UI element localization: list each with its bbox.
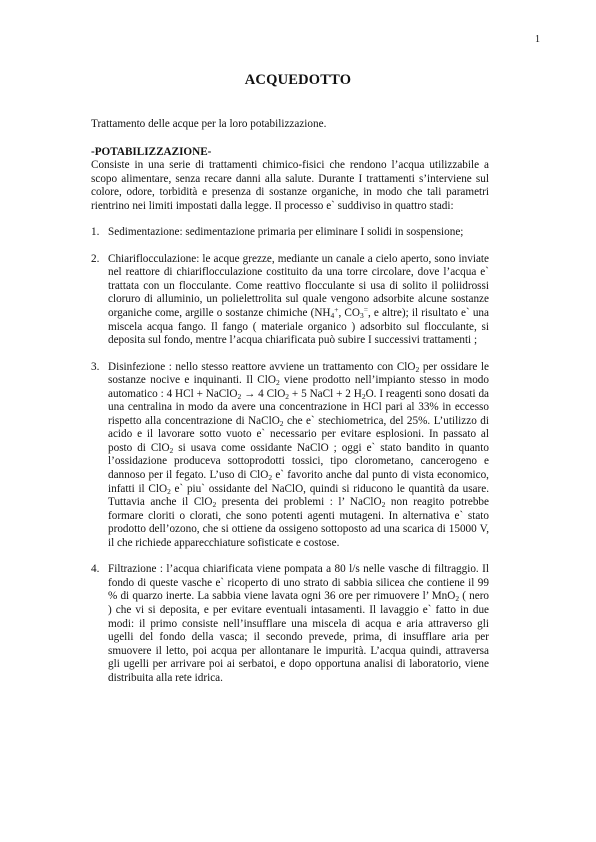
list-item-text: Sedimentazione: sedimentazione primaria per eliminare I solidi in sospensione; <box>108 226 464 239</box>
list-item-text: Chiariflocculazione: le acque grezze, mediante un canale a cielo aperto, sono inviate nel reattore di chiariflocculazione costituito da una torre circolare, dove l’acqua e` trattata con un flocculante. Come reattivo flocculante si usa di solito il poliidrossi cloruro di alluminio, un polielettrolita sul quale vengono adsorbite alcune sostanze organiche come, argille o sostanze chimiche ($NH_4^+$, $CO_3^=$, e altre); il risultato e` una miscela acqua fango. Il fango ( materiale organico ) adsorbito sul flocculante, si deposita sul fondo, mentre l’acqua chiarificata può subire I successivi trattamenti ; <box>108 252 489 347</box>
section-heading: -POTABILIZZAZIONE- <box>91 145 212 158</box>
list-number: 4. <box>91 563 100 576</box>
stages-list <box>91 226 489 685</box>
document-title: ACQUEDOTTO <box>244 72 352 88</box>
list-item-text: Disinfezione : nello stesso reattore avviene un trattamento con ClO$_2$ per ossidare le sostanze nocive e inquinanti. Il ClO$_2$ viene prodotto nell’impianto stesso in modo automatico : 4 HCl + NaClO$_2$ → 4 ClO$_2$ + 5 NaCl + 2 $H_2O$. I reagenti sono dosati da una centralina in modo da avere una concentrazione in HCl pari al 33% in eccesso rispetto alla concentrazione di NaClO$_2$ che e` stechiometrica, del 25%. L’utilizzo di acido e il lavorare sotto vuoto e` necessario per evitare esplosioni. In passato al posto di ClO$_2$ si usava come ossidante NaClO ; oggi e` stato bandito in quanto l’ossidazione produceva sottoprodotti tossici, tipo clorometano, cancerogeno e dannoso per il fegato. L’uso di ClO$_2$ e` favorito anche dal punto di vista economico, infatti il ClO$_2$ e` piu` ossidante del NaClO, quindi si riducono le quantità da usare. Tuttavia anche il ClO$_2$ presenta dei problemi : l’ NaClO$_2$ non reagito potrebbe formare cloriti o clorati, che sono potenti agenti mutageni. In alternativa e` stato prodotto dell’ozono, che si ottiene da ossigeno sottoposto ad una scarica di 15000 V, il che richiede apparecchiature sofisticate e costose. <box>108 360 490 549</box>
list-number: 3. <box>91 360 100 373</box>
intro-text: Trattamento delle acque per la loro potabilizzazione. <box>91 118 327 130</box>
list-item <box>91 361 489 551</box>
list-number: 2. <box>91 252 100 265</box>
list-item <box>91 226 489 240</box>
section-paragraph: Consiste in una serie di trattamenti chimico-fisici che rendono l’acqua utilizzabile a scopo alimentare, senza recare danni alla salute. Durante I trattamenti s’interviene sul colore, odore, torbidità e presenza di sostanze organiche, in modo che tali parametri rientrino nei limiti impostati dalla legge. Il processo e` suddiviso in quattro stadi: <box>91 159 489 212</box>
list-item-text: Filtrazione : l’acqua chiarificata viene pompata a 80 l/s nelle vasche di filtraggio. Il fondo di queste vasche e` ricoperto di uno strato di sabbia silicea che contiene il 99 % di quarzo inerte. La sabbia viene lavata ogni 36 ore per rimuovere l’ MnO$_2$ ( nero ) che vi si deposita, e per evitare eventuali intasamenti. Il lavaggio e` fatto in due modi: il primo consiste nell’insufflare una miscela di acqua e aria attraverso gli ugelli del fondo della vasca; il secondo prevede, prima, di insufflare aria per smuovere il letto, poi acqua per allontanare le impurità. L’acqua quindi, attraversa gli ugelli per arrivare poi ai serbatoi, e dopo opportuna analisi di laboratorio, viene distribuita alla rete idrica. <box>108 563 490 684</box>
list-item <box>91 253 489 348</box>
list-number: 1. <box>91 226 100 239</box>
page-number: 1 <box>535 34 540 45</box>
list-item <box>91 563 489 685</box>
document-body <box>91 118 489 698</box>
